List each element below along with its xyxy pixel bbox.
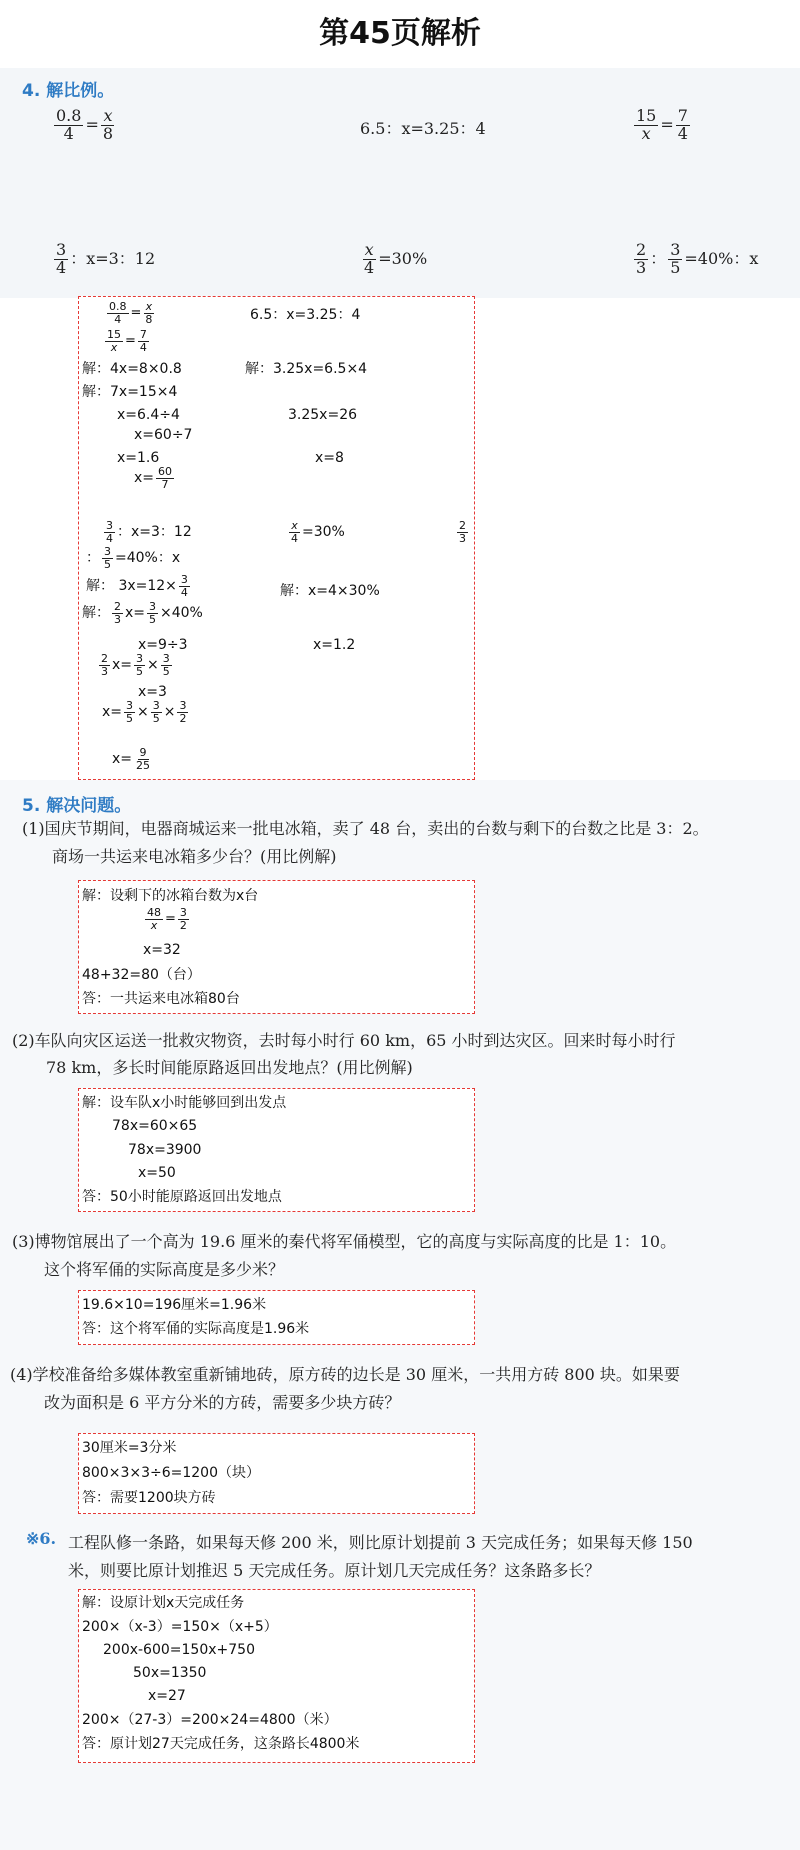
question6-line1: 工程队修一条路，如果每天修 200 米，则比原计划提前 3 天完成任务；如果每天修 150 — [68, 1533, 693, 1552]
problem4-3: $\frac{15}{x}$ = $\frac{7}{4}$ — [636, 106, 688, 143]
answer4-m9: x=3 — [138, 684, 167, 700]
answer4-m10: x= $\frac{3}{5}$ × $\frac{3}{5}$ × $\frac{3}{2}$ — [102, 699, 187, 725]
answer5-4-line3: 答：需要1200块方砖 — [82, 1490, 216, 1506]
answer6-line5: x=27 — [148, 1688, 186, 1704]
answer4-line5b: x=8 — [315, 450, 344, 466]
answer6-line3: 200x-600=150x+750 — [103, 1642, 255, 1658]
question5-3-line2: 这个将军俑的实际高度是多少米？ — [44, 1260, 285, 1279]
answer5-1-line3: x=32 — [143, 942, 181, 958]
question6-line2: 米，则要比原计划推迟 5 天完成任务。原计划几天完成任务？这条路多长？ — [68, 1561, 601, 1580]
answer4-line3b: 3.25x=26 — [288, 407, 358, 423]
answer4-frac1: $\frac{0.8}{4}$ = $\frac{x}{8}$ — [109, 300, 153, 326]
answer6-line4: 50x=1350 — [133, 1665, 207, 1681]
answer5-2-line5: 答：50小时能原路返回出发地点 — [82, 1189, 282, 1205]
answer4-m1: $\frac{3}{4}$ ：x=3：12 — [106, 519, 192, 545]
answer5-2-line4: x=50 — [138, 1165, 176, 1181]
question5-4-line2: 改为面积是 6 平方分米的方砖，需要多少块方砖？ — [44, 1393, 401, 1412]
answer5-1-line4: 48+32=80（台） — [82, 967, 201, 983]
answer4-m7a: x=9÷3 — [138, 637, 188, 653]
answer4-line3a: x=6.4÷4 — [117, 407, 180, 423]
problem4-1: $\frac{0.8}{4}$ = $\frac{x}{8}$ — [56, 106, 114, 143]
answer4-frac3: $\frac{15}{x}$ = $\frac{7}{4}$ — [107, 328, 147, 354]
answer4-line1a: 解：4x=8×0.8 — [82, 361, 182, 377]
answer4-line5a: x=1.6 — [117, 450, 160, 466]
answer4-line4: x=60÷7 — [134, 427, 193, 443]
answer5-2-line3: 78x=3900 — [128, 1142, 202, 1158]
answer4-m4: ： $\frac{3}{5}$ =40%：x — [86, 545, 181, 571]
answer4-line2: 解：7x=15×4 — [82, 384, 178, 400]
answer4-m5b: 解：x=4×30% — [280, 583, 380, 599]
answer6-line1: 解：设原计划x天完成任务 — [82, 1595, 245, 1611]
answer5-4-line2: 800×3×3÷6=1200（块） — [82, 1465, 260, 1481]
section5-heading: 5. 解决问题。 — [22, 796, 132, 816]
answer5-2-line2: 78x=60×65 — [112, 1118, 198, 1134]
answer4-p2: 6.5：x=3.25：4 — [250, 307, 361, 323]
question5-4-line1: (4)学校准备给多媒体教室重新铺地砖，原方砖的边长是 30 厘米，一共用方砖 800 块。如果要 — [10, 1365, 680, 1384]
question5-1-line2: 商场一共运来电冰箱多少台？(用比例解) — [52, 847, 337, 866]
answer4-m6: 解： $\frac{2}{3}$ x= $\frac{3}{5}$ ×40% — [82, 600, 203, 626]
answer4-m3: $\frac{2}{3}$ — [459, 519, 466, 545]
answer6-line6: 200×（27-3）=200×24=4800（米） — [82, 1712, 338, 1728]
question5-2-line1: (2)车队向灾区运送一批救灾物资，去时每小时行 60 km，65 小时到达灾区。回来时每小时行 — [12, 1031, 676, 1050]
question6-mark: ※6. — [26, 1529, 57, 1548]
section4-heading: 4. 解比例。 — [22, 81, 115, 101]
answer6-line2: 200×（x-3）=150×（x+5） — [82, 1619, 278, 1635]
answer4-line6: x= $\frac{60}{7}$ — [134, 465, 173, 491]
problem4-4: $\frac{3}{4}$ ：x=3：12 — [56, 240, 156, 277]
answer5-1-line1: 解：设剩下的冰箱台数为x台 — [82, 888, 259, 904]
answer5-2-line1: 解：设车队x小时能够回到出发点 — [82, 1095, 287, 1111]
answer4-m7b: x=1.2 — [313, 637, 356, 653]
question5-2-line2: 78 km，多长时间能原路返回出发地点？(用比例解) — [46, 1058, 413, 1077]
question5-1-line1: (1)国庆节期间，电器商城运来一批电冰箱，卖了 48 台，卖出的台数与剩下的台数之比是 3：2。 — [22, 819, 709, 838]
problem4-2: 6.5：x=3.25：4 — [360, 119, 486, 138]
answer4-m5a: 解： 3x=12× $\frac{3}{4}$ — [86, 573, 188, 599]
answer4-m8: $\frac{2}{3}$ x= $\frac{3}{5}$ × $\frac{3}{5}$ — [101, 652, 170, 678]
answer5-3-line2: 答：这个将军俑的实际高度是1.96米 — [82, 1321, 310, 1337]
problem4-5: $\frac{x}{4}$ =30% — [364, 240, 428, 277]
problem4-6: $\frac{2}{3}$ ： $\frac{3}{5}$ =40%：x — [636, 240, 759, 277]
answer5-1-line2: $\frac{48}{x}$ = $\frac{3}{2}$ — [147, 906, 187, 932]
answer4-m2: $\frac{x}{4}$ =30% — [291, 519, 345, 545]
answer5-4-line1: 30厘米=3分米 — [82, 1440, 177, 1456]
answer4-m11: x= $\frac{9}{25}$ — [112, 746, 151, 772]
page-title: 第45页解析 — [319, 16, 481, 51]
answer6-line7: 答：原计划27天完成任务，这条路长4800米 — [82, 1736, 360, 1752]
answer4-line1b: 解：3.25x=6.5×4 — [245, 361, 368, 377]
question5-3-line1: (3)博物馆展出了一个高为 19.6 厘米的秦代将军俑模型，它的高度与实际高度的比是 1：10。 — [12, 1232, 677, 1251]
answer5-1-line5: 答：一共运来电冰箱80台 — [82, 991, 240, 1007]
answer5-3-line1: 19.6×10=196厘米=1.96米 — [82, 1297, 267, 1313]
